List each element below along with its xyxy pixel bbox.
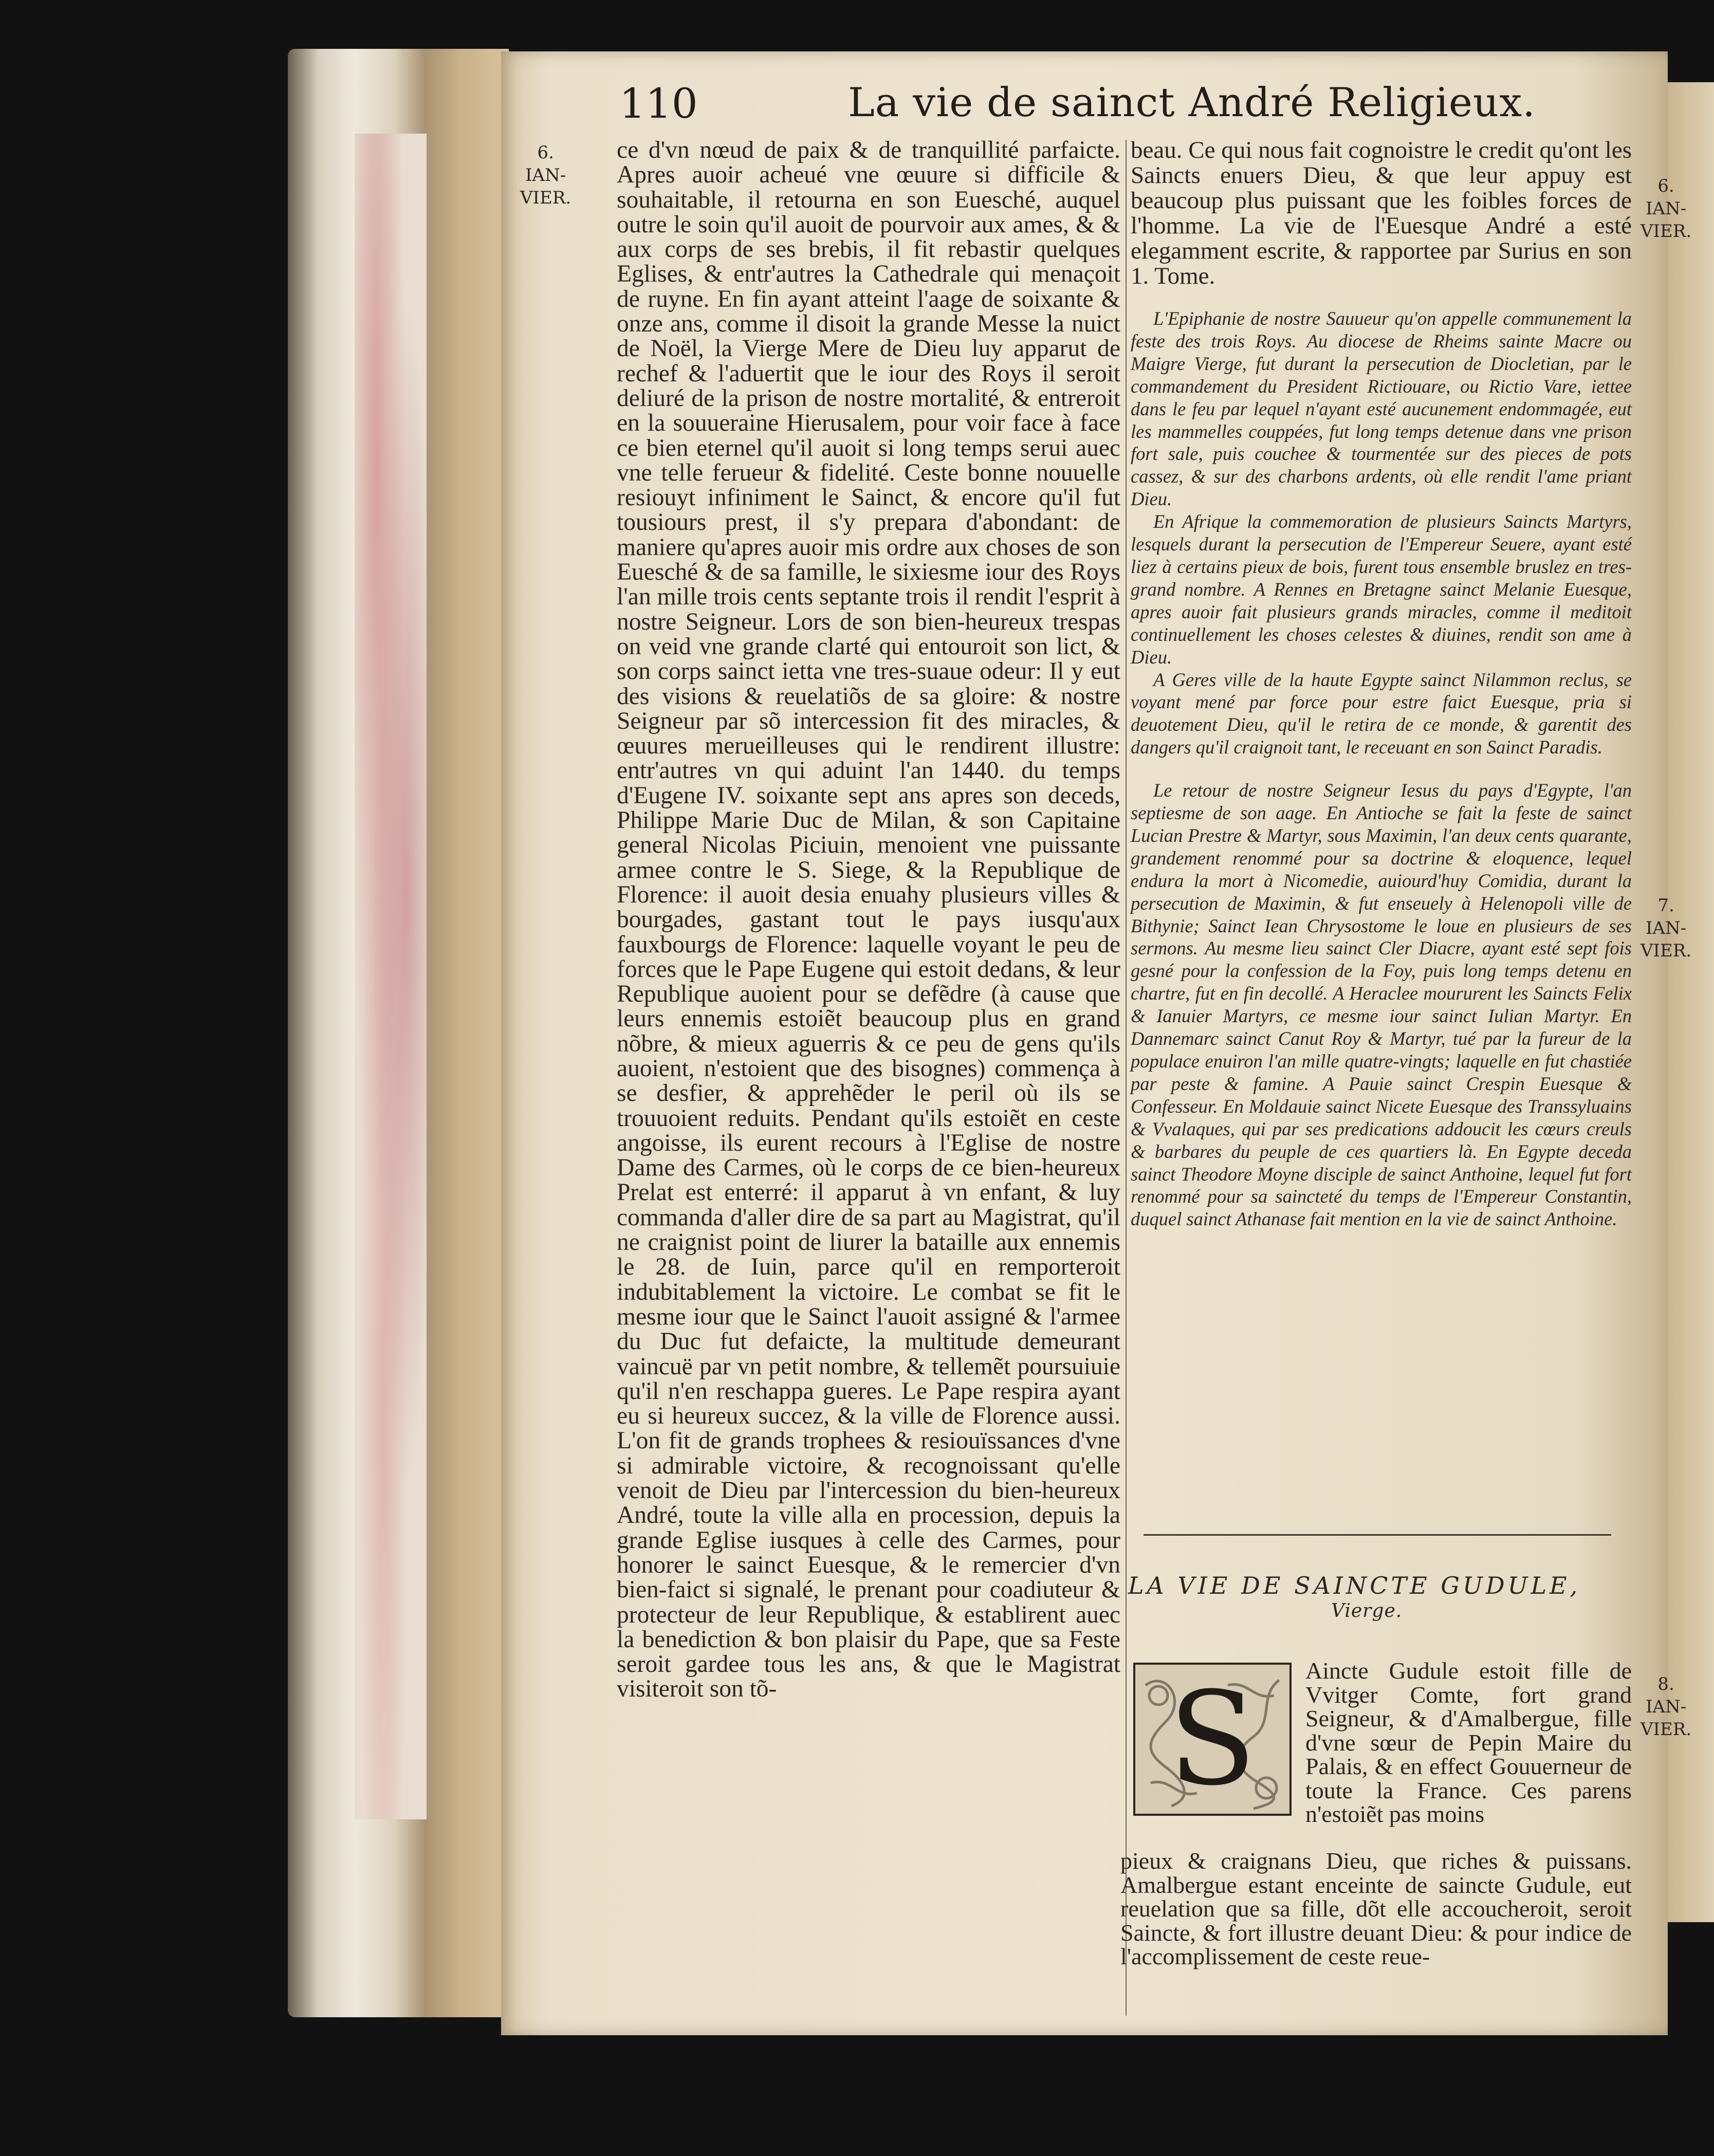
right-column-opening: beau. Ce qui nous fait cognoistre le credit qu'ont les Saincts enuers Dieu, & que leur appuy est beaucoup plus puissant que les foibles forces de l'homme. La vie de l'Euesque André a esté elegamment escrite, & rapportee par Surius en son 1. Tome. <box>1131 137 1632 289</box>
page-number: 110 <box>619 80 698 127</box>
margin-date-day: 7. <box>1657 895 1674 916</box>
margin-date-month-2: VIER. <box>520 188 572 208</box>
margin-date-month-1: IAN- <box>1645 1697 1687 1717</box>
facing-page-edge <box>1668 82 1714 1922</box>
drop-cap-letter: S <box>1168 1664 1257 1814</box>
martyrology-paragraph: L'Epiphanie de nostre Sauueur qu'on appelle communement la feste des trois Roys. Au diocese de Rheims sainte Macre ou Maigre Vierge, fut durant la persecution de Diocletian, par le commandement du President Rictiouare, ou Rictio Vare, iettee dans le feu par lequel n'ayant esté aucunement endommagée, eut les mammelles couppées, fut long temps detenue dans vne prison fort sale, puis couchee & tourmentée sur des pieces de pots cassez, & sur des charbons ardents, où elle rendit l'ame priant Dieu. <box>1131 308 1632 510</box>
margin-date-6-janvier-right <box>1641 175 1691 243</box>
left-column <box>617 138 1120 1702</box>
margin-date-8-janvier <box>1641 1673 1691 1741</box>
column-divider <box>1126 140 1127 2016</box>
margin-date-month-2: VIER. <box>1641 941 1692 961</box>
right-column <box>1131 138 1632 1230</box>
margin-date-month-1: IAN- <box>1645 198 1687 219</box>
martyrology-paragraph: Le retour de nostre Seigneur Iesus du pays d'Egypte, l'an septiesme de son aage. En Antioche se fait la feste de sainct Lucian Prestre & Martyr, sous Maximin, l'an deux cents quarante, grandement renommé pour sa doctrine & eloquence, lequel endura la mort à Nicomedie, auiourd'huy Comidia, durant la persecution de Maximin, & fut enseuely à Helenopoli ville de Bithynie; Sainct Iean Chrysostome le loue en plusieurs de ses sermons. Au mesme lieu sainct Cler Diacre, ayant esté sept fois gesné pour la confession de la Foy, puis long temps detenu en chartre, fut en fin decollé. A Heraclee moururent les Saincts Felix & Ianuier Martyrs, ce mesme iour sainct Iulian Martyr. En Dannemarc sainct Canut Roy & Martyr, tué par la fureur de la populace enuiron l'an mille quatre-vingts; laquelle en fut chastiée par peste & famine. A Pauie sainct Crespin Euesque & Confesseur. En Moldauie sainct Nicete Euesque des Transsyluains & Vvalaques, qui par ses predications addoucit les cœurs creuls & barbares du peuple de ces quartiers là. En Egypte deceda sainct Theodore Moyne disciple de sainct Anthoine, lequel fut fort renommé pour sa saincteté du temps de l'Empereur Constantin, duquel sainct Athanase fait mention en la vie de sainct Anthoine. <box>1131 780 1632 1230</box>
gudule-continuation <box>1120 1849 1632 1969</box>
left-column-text: ce d'vn nœud de paix & de tranquillité parfaicte. Apres auoir acheué vne œuure si difficile & souhaitable, il retourna en son Euesché, auquel outre le soin qu'il auoit de pourvoir aux ames, & & aux corps de ses brebis, il fit rebastir quelques Eglises, & entr'autres la Cathedrale qui menaçoit de ruyne. En fin ayant atteint l'aage de soixante & onze ans, comme il disoit la grande Messe la nuict de Noël, la Vierge Mere de Dieu luy apparut de rechef & l'aduertit que le iour des Roys il seroit deliuré de la prison de nostre mortalité, & entreroit en la souueraine Hierusalem, pour voir face à face ce bien eternel qu'il auoit si long temps serui auec vne telle ferueur & fidelité. Ceste bonne nouuelle resiouyt infiniment le Sainct, & encore qu'il fut tousiours prest, il s'y prepara d'abondant: de maniere qu'apres auoir mis ordre aux choses de son Euesché & de sa famille, le sixiesme iour des Roys l'an mille trois cents septante trois il rendit l'esprit à nostre Seigneur. Lors de son bien-heureux trespas on veid vne grande clarté qui entouroit son lict, & son corps sainct ietta vne tres-suaue odeur: Il y eut des visions & reuelatiõs de sa gloire: & nostre Seigneur par sõ intercession fit des miracles, & œuures merueilleuses qui le rendirent illustre: entr'autres vn qui aduint l'an 1440. du temps d'Eugene IV. soixante sept ans apres son deceds, Philippe Marie Duc de Milan, & son Capitaine general Nicolas Piciuin, menoient vne puissante armee contre le S. Siege, & la Republique de Florence: il auoit desia enuahy plusieurs villes & bourgades, gastant tout le pays iusqu'aux fauxbourgs de Florence: laquelle voyant le peu de forces que le Pape Eugene qui estoit dedans, & leur Republique auoient pour se defẽdre (à cause que leurs ennemis estoiẽt beaucoup plus en grand nõbre, & mieux aguerris & ce peu de gens qu'ils auoient, n'estoient que des bisognes) commença à se desfier, & apprehẽder le peril où ils se trouuoient reduits. Pendant qu'ils estoiẽt en ceste angoisse, ils eurent recours à l'Eglise de nostre Dame des Carmes, où le corps de ce bien-heureux Prelat est enterré: il apparut à vn enfant, & luy commanda d'aller dire de sa part au Magistrat, qu'il ne craignist point de liurer la bataille aux ennemis le 28. de Iuin, parce qu'il en remporteroit indubitablement la victoire. Le combat se fit le mesme iour que le Sainct l'auoit assigné & l'armee du Duc fut defaicte, la multitude demeurant vaincuë par vn petit nombre, & tellemẽt poursuiuie qu'il n'en reschappa gueres. Le Pape respira ayant eu si heureux succez, & la ville de Florence aussi. L'on fit de grands trophees & resiouïssances d'vne si admirable victoire, & recognoissant qu'elle venoit de Dieu par l'intercession du bien-heureux André, toute la ville alla en procession, depuis la grande Eglise iusques à celle des Carmes, pour honorer le sainct Euesque, & le remercier d'vn bien-faict si signalé, le prenant pour coadiuteur & protecteur de leur Republique, & establirent auec la benediction & bon plaisir du Pape, que sa Feste seroit gardee tous les ans, & que le Magistrat visiteroit son tõ- <box>617 137 1120 1703</box>
gudule-opening-text: Aincte Gudule estoit fille de Vvitger Comte, fort grand Seigneur, & d'Amalbergue, fille d'vne sœur de Pepin Maire du Palais, & en effect Gouuerneur de toute la France. Ces parens n'estoiẽt pas moins <box>1305 1657 1632 1827</box>
right-column-main <box>1131 138 1632 289</box>
gudule-opening <box>1305 1659 1632 1827</box>
section-separator-rule <box>1144 1534 1611 1536</box>
margin-date-month-2: VIER. <box>1641 1719 1692 1740</box>
page-title: La vie de sainct André Religieux. <box>848 80 1536 126</box>
ornamental-drop-cap <box>1133 1663 1292 1816</box>
marbled-endpaper <box>355 134 427 1819</box>
margin-date-6-janvier-left <box>520 141 571 209</box>
section-title-sub: Vierge. <box>1331 1600 1403 1621</box>
martyrology-6-janvier <box>1131 307 1632 759</box>
margin-date-month-1: IAN- <box>1645 918 1687 938</box>
margin-date-day: 8. <box>1657 1674 1674 1694</box>
running-head <box>619 80 1536 136</box>
section-title-main: LA VIE DE SAINCTE GUDULE, <box>1128 1572 1581 1599</box>
martyrology-paragraph: En Afrique la commemoration de plusieurs Saincts Martyrs, lesquels durant la persecution de l'Empereur Seuere, ayant esté liez à certains pieux de bois, furent tous ensemble bruslez en tres-grand nombre. A Rennes en Bretagne sainct Melanie Euesque, apres auoir fait plusieurs grands miracles, comme il meditoit continuellement les choses celestes & diuines, rendit son ame à Dieu. <box>1131 511 1632 668</box>
gudule-continuation-text: pieux & craignans Dieu, que riches & puissans. Amalbergue estant enceinte de saincte Gudule, eut reuelation que sa fille, dõt elle accoucheroit, seroit Saincte, & fort illustre deuant Dieu: & pour indice de l'accomplissement de ceste reue- <box>1120 1848 1632 1969</box>
margin-date-day: 6. <box>537 142 554 163</box>
margin-date-month-2: VIER. <box>1641 221 1692 242</box>
margin-date-day: 6. <box>1657 176 1674 196</box>
martyrology-paragraph: A Geres ville de la haute Egypte sainct Nilammon reclus, se voyant mené par force pour estre faict Euesque, pria si deuotement Dieu, qu'il le retira de ce monde, & garentit des dangers qu'il craignoit tant, le receuant en son Sainct Paradis. <box>1131 669 1632 758</box>
margin-date-month-1: IAN- <box>525 165 566 186</box>
margin-date-7-janvier <box>1641 894 1691 962</box>
martyrology-7-janvier <box>1131 779 1632 1230</box>
